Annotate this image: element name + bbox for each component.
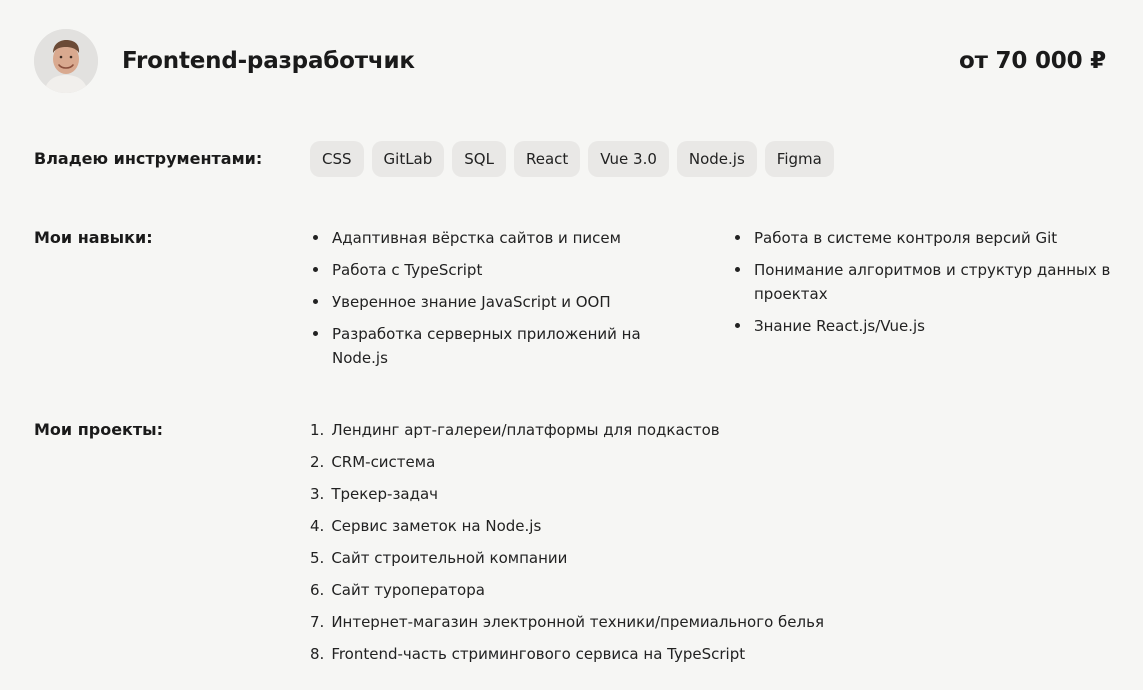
skills-label: Мои навыки: — [34, 228, 153, 247]
project-text: Интернет-магазин электронной техники/премиального белья — [331, 613, 824, 631]
project-item — [310, 450, 824, 474]
project-number: 5. — [310, 549, 325, 567]
job-title: Frontend-разработчик — [122, 48, 415, 74]
project-number: 8. — [310, 645, 325, 663]
tool-tag: GitLab — [372, 141, 445, 177]
project-text: CRM-система — [331, 453, 436, 471]
tool-tag: React — [514, 141, 580, 177]
project-item — [310, 482, 824, 506]
project-text: Лендинг арт-галереи/платформы для подкастов — [331, 421, 720, 439]
skill-item: Уверенное знание JavaScript и ООП — [310, 290, 670, 314]
projects-list — [310, 418, 824, 666]
project-item — [310, 514, 824, 538]
header — [34, 29, 1106, 93]
project-text: Сервис заметок на Node.js — [331, 517, 542, 535]
project-number: 7. — [310, 613, 325, 631]
project-item — [310, 578, 824, 602]
project-text: Сайт туроператора — [331, 581, 485, 599]
project-number: 6. — [310, 581, 325, 599]
project-text: Трекер-задач — [331, 485, 439, 503]
project-item — [310, 546, 824, 570]
project-text: Сайт строительной компании — [331, 549, 568, 567]
project-item — [310, 610, 824, 634]
person-photo-icon — [34, 29, 98, 93]
avatar — [34, 29, 98, 93]
project-number: 2. — [310, 453, 325, 471]
project-item — [310, 642, 824, 666]
tools-list — [310, 141, 834, 177]
projects-label: Мои проекты: — [34, 420, 164, 439]
project-number: 1. — [310, 421, 325, 439]
tools-label: Владею инструментами: — [34, 149, 263, 168]
skill-item: Понимание алгоритмов и структур данных в проектах — [732, 258, 1112, 306]
salary: от 70 000 ₽ — [959, 48, 1106, 74]
skills-list-left — [310, 226, 670, 370]
tool-tag: SQL — [452, 141, 506, 177]
tool-tag: CSS — [310, 141, 364, 177]
skill-item: Работа в системе контроля версий Git — [732, 226, 1112, 250]
project-text: Frontend-часть стримингового сервиса на TypeScript — [331, 645, 746, 663]
project-item — [310, 418, 824, 442]
tool-tag: Figma — [765, 141, 834, 177]
skill-item: Знание React.js/Vue.js — [732, 314, 1112, 338]
tool-tag: Vue 3.0 — [588, 141, 669, 177]
project-number: 3. — [310, 485, 325, 503]
skills-list-right — [732, 226, 1112, 338]
tool-tag: Node.js — [677, 141, 757, 177]
skill-item: Разработка серверных приложений на Node.js — [310, 322, 670, 370]
project-number: 4. — [310, 517, 325, 535]
skill-item: Адаптивная вёрстка сайтов и писем — [310, 226, 670, 250]
skill-item: Работа с TypeScript — [310, 258, 670, 282]
